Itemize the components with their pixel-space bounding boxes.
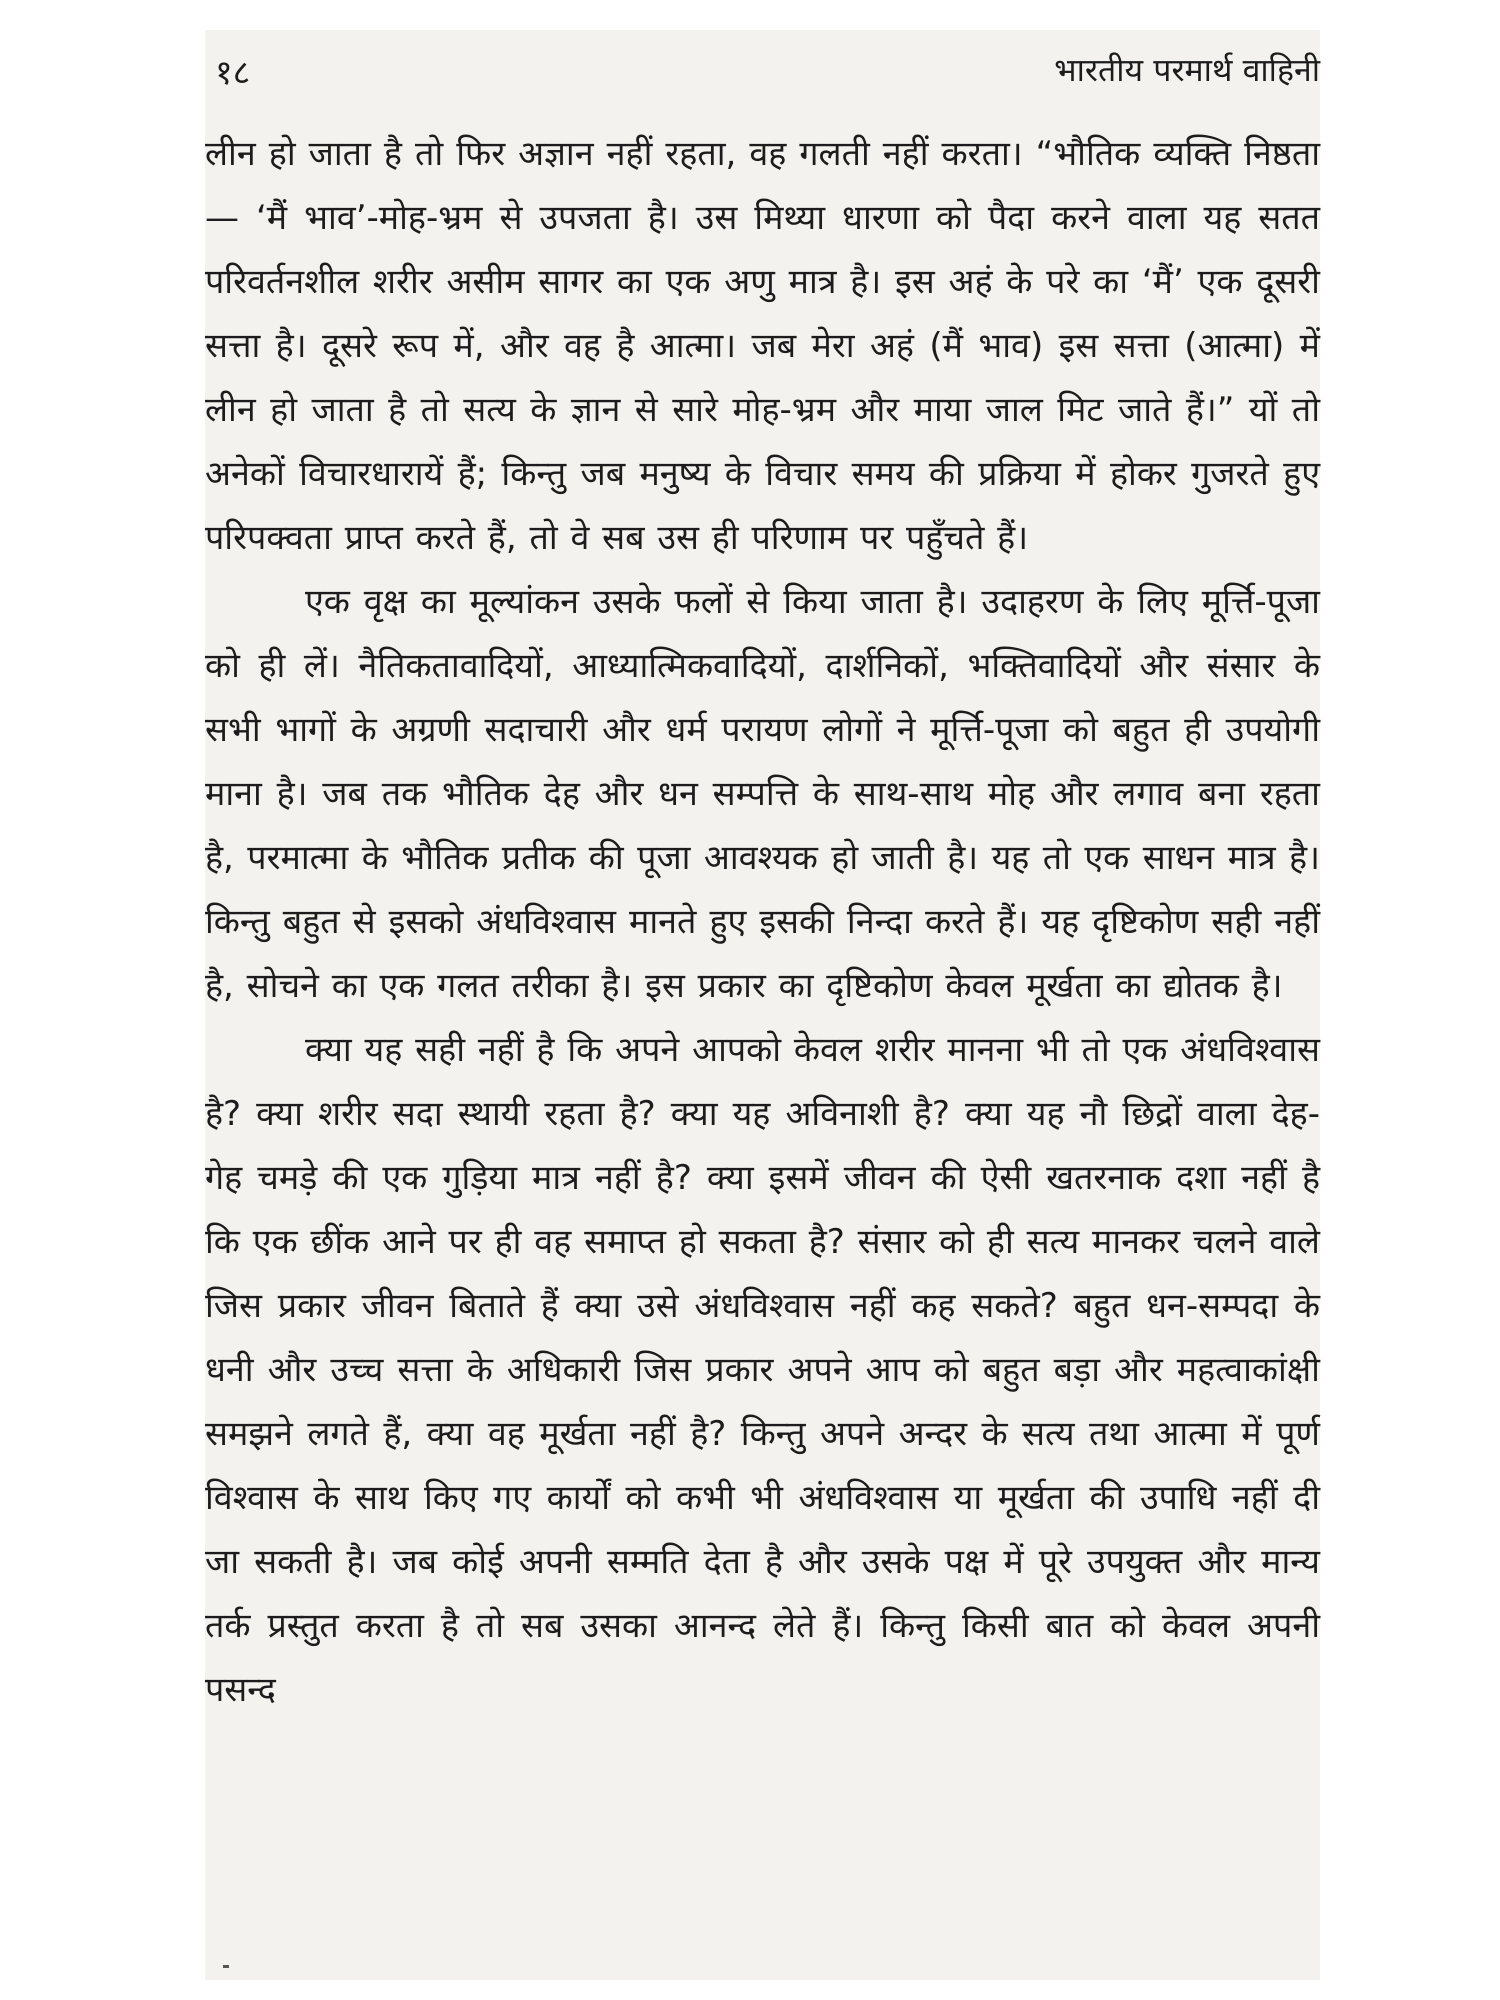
book-page — [205, 30, 1320, 1980]
scan-speck — [223, 1965, 229, 1968]
page-number: १८ — [215, 53, 251, 93]
body-text — [205, 122, 1320, 1722]
running-title: भारतीय परमार्थ वाहिनी — [1054, 51, 1320, 89]
page-header — [205, 42, 1320, 102]
paragraph: एक वृक्ष का मूल्यांकन उसके फलों से किया जाता है। उदाहरण के लिए मूर्त्ति-पूजा को ही लें। नैतिकतावादियों, आध्यात्मिकवादियों, दार्शनिकों, भक्तिवादियों और संसार के सभी भागों के अग्रणी सदाचारी और धर्म परायण लोगों ने मूर्त्ति-पूजा को बहुत ही उपयोगी माना है। जब तक भौतिक देह और धन सम्पत्ति के साथ-साथ मोह और लगाव बना रहता है, परमात्मा के भौतिक प्रतीक की पूजा आवश्यक हो जाती है। यह तो एक साधन मात्र है। किन्तु बहुत से इसको अंधविश्वास मानते हुए इसकी निन्दा करते हैं। यह दृष्टिकोण सही नहीं है, सोचने का एक गलत तरीका है। इस प्रकार का दृष्टिकोण केवल मूर्खता का द्योतक है। — [205, 582, 1320, 1006]
paragraph: क्या यह सही नहीं है कि अपने आपको केवल शरीर मानना भी तो एक अंधविश्वास है? क्या शरीर सदा स्थायी रहता है? क्या यह अविनाशी है? क्या यह नौ छिद्रों वाला देह-गेह चमड़े की एक गुड़िया मात्र नहीं है? क्या इसमें जीवन की ऐसी खतरनाक दशा नहीं है कि एक छींक आने पर ही वह समाप्त हो सकता है? संसार को ही सत्य मानकर चलने वाले जिस प्रकार जीवन बिताते हैं क्या उसे अंधविश्वास नहीं कह सकते? बहुत धन-सम्पदा के धनी और उच्च सत्ता के अधिकारी जिस प्रकार अपने आप को बहुत बड़ा और महत्वाकांक्षी समझने लगते हैं, क्या वह मूर्खता नहीं है? किन्तु अपने अन्दर के सत्य तथा आत्मा में पूर्ण विश्वास के साथ किए गए कार्यों को कभी भी अंधविश्वास या मूर्खता की उपाधि नहीं दी जा सकती है। जब कोई अपनी सम्मति देता है और उसके पक्ष में पूरे उपयुक्त और मान्य तर्क प्रस्तुत करता है तो सब उसका आनन्द लेते हैं। किन्तु किसी बात को केवल अपनी पसन्द — [205, 1030, 1320, 1710]
paragraph: लीन हो जाता है तो फिर अज्ञान नहीं रहता, वह गलती नहीं करता। “भौतिक व्यक्ति निष्ठता— ‘मैं भाव’-मोह-भ्रम से उपजता है। उस मिथ्या धारणा को पैदा करने वाला यह सतत परिवर्तनशील शरीर असीम सागर का एक अणु मात्र है। इस अहं के परे का ‘मैं’ एक दूसरी सत्ता है। दूसरे रूप में, और वह है आत्मा। जब मेरा अहं (मैं भाव) इस सत्ता (आत्मा) में लीन हो जाता है तो सत्य के ज्ञान से सारे मोह-भ्रम और माया जाल मिट जाते हैं।” यों तो अनेकों विचारधारायें हैं; किन्तु जब मनुष्य के विचार समय की प्रक्रिया में होकर गुजरते हुए परिपक्वता प्राप्त करते हैं, तो वे सब उस ही परिणाम पर पहुँचते हैं। — [205, 134, 1320, 558]
